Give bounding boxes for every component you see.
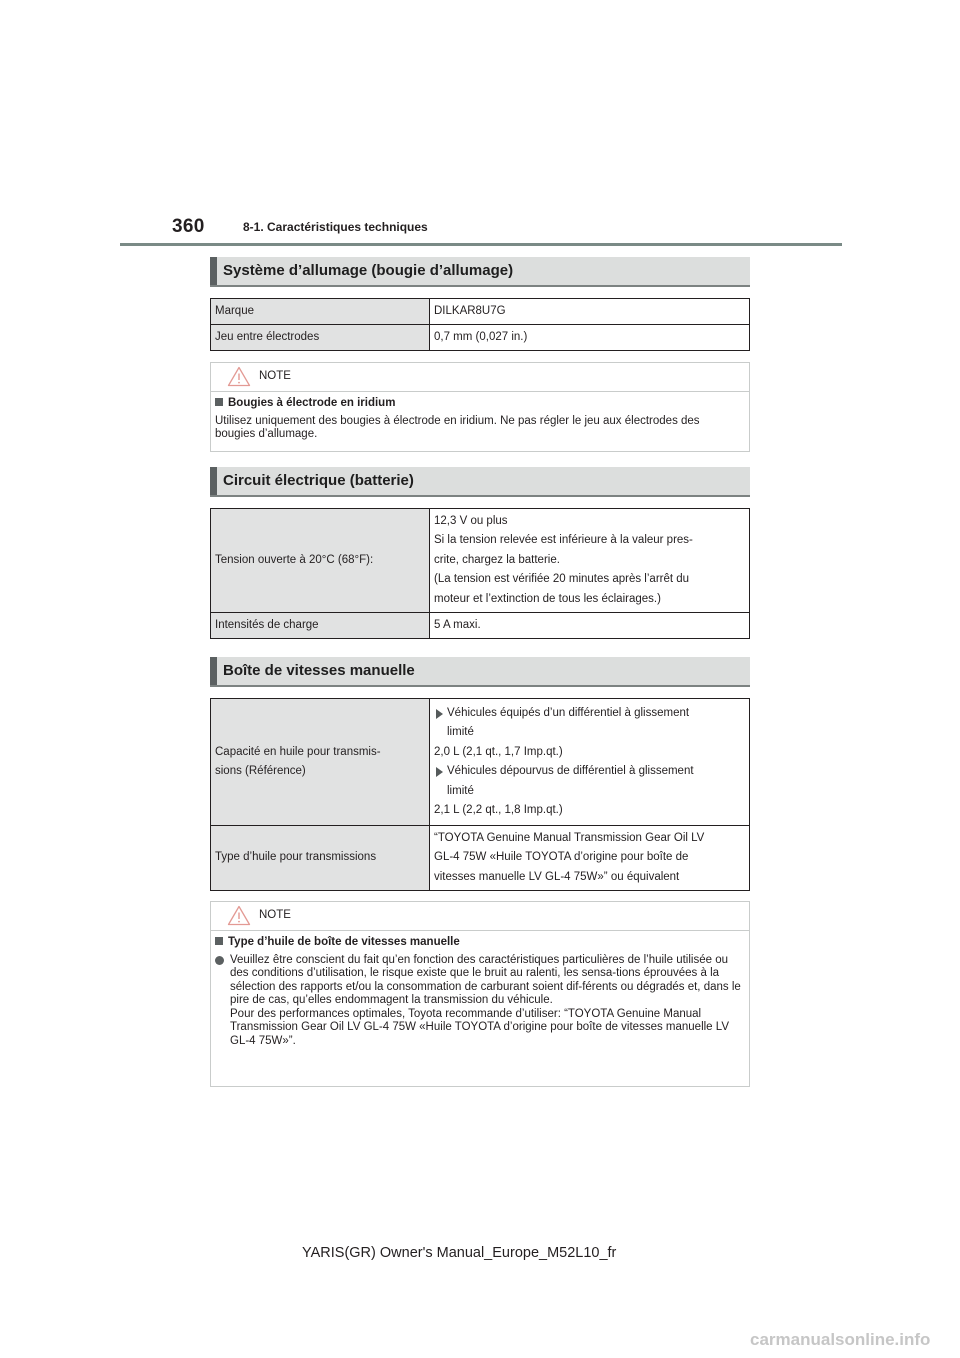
spec-key: Jeu entre électrodes [211,325,430,351]
capacity-value: 2,0 L (2,1 qt., 1,7 Imp.qt.) [434,745,563,758]
spec-value: 0,7 mm (0,027 in.) [430,325,750,351]
note-subtitle-text: Bougies à électrode en iridium [228,397,396,409]
value-line: moteur et l’extinction de tous les éclairages.) [434,592,661,605]
warning-triangle-icon [227,366,251,387]
ignition-spec-table [210,298,750,351]
note-subtitle [215,936,743,950]
section-heading-battery [210,467,750,497]
condition-item [434,704,745,743]
spec-key: Marque [211,299,430,325]
spec-value [430,826,750,891]
condition-line: limité [447,784,474,797]
condition-line: Véhicules équipés d’un différentiel à glissement [447,706,690,719]
value-line: GL-4 75W «Huile TOYOTA d’origine pour boîte de [434,851,689,864]
note-text: Utilisez uniquement des bougies à électrode en iridium. Ne pas régler le jeu aux électrodes des bougies d’allumage. [215,414,700,440]
condition-line: Véhicules dépourvus de différentiel à glissement [447,765,694,777]
manual-id-footer: YARIS(GR) Owner's Manual_Europe_M52L10_fr [302,1245,617,1261]
spec-value: DILKAR8U7G [430,299,750,325]
condition-item [434,762,745,801]
spec-key: Type d’huile pour transmissions [211,826,430,891]
note-paragraph: Pour des performances optimales, Toyota recommande d’utiliser: “TOYOTA Genuine Manual Transmission Gear Oil LV GL-4 75W «Huile TOYOTA d’origine pour boîte de vitesses manuelle LV GL-4 75W»”. [230,1007,729,1047]
warning-triangle-icon [227,905,251,926]
battery-spec-table [210,508,750,639]
key-line: Capacité en huile pour transmis- [215,745,381,758]
condition-line: limité [447,726,474,738]
note-body [211,392,749,448]
note-box-iridium [210,362,750,452]
table-row [211,826,750,891]
capacity-value: 2,1 L (2,2 qt., 1,8 Imp.qt.) [434,804,563,816]
table-row [211,613,750,639]
arrow-right-icon [436,767,443,777]
square-bullet-icon [215,398,223,406]
heading-bar [210,657,217,685]
spec-key: Intensités de charge [211,613,430,639]
note-header [211,902,749,931]
arrow-right-icon [436,709,443,719]
header-divider [120,243,842,246]
note-subtitle-text: Type d’huile de boîte de vitesses manuelle [228,936,460,948]
section-heading-ignition [210,257,750,287]
note-body [211,931,749,1054]
note-bullet [215,954,743,1049]
value-line: crite, chargez la batterie. [434,553,560,566]
table-row [211,299,750,325]
value-line: Si la tension relevée est inférieure à la valeur pres- [434,534,693,547]
note-subtitle [215,397,743,411]
section-title: Système d’allumage (bougie d’allumage) [223,262,514,279]
note-label: NOTE [259,370,291,382]
section-title: Boîte de vitesses manuelle [223,662,415,679]
table-row [211,699,750,826]
value-line: “TOYOTA Genuine Manual Transmission Gear Oil LV [434,831,705,844]
section-heading-transmission [210,657,750,687]
key-line: sions (Référence) [215,765,306,777]
note-paragraph: Veuillez être conscient du fait qu’en fonction des caractéristiques particulières de l’huile utilisée ou des conditions d’utilisation, le risque existe que le bruit au ralenti, les sensa-tions éprouvées à la sélection des rapports et/ou la consommation de carburant soient dif-férents ou dégradés et, dans le pire de cas, qu’elles endommagent la transmission du véhicule. [230,953,741,1006]
note-box-gear-oil [210,901,750,1087]
value-line: (La tension est vérifiée 20 minutes après l’arrêt du [434,573,690,586]
site-watermark: carmanualsonline.info [750,1330,931,1349]
value-line: 12,3 V ou plus [434,514,508,527]
chapter-title: 8-1. Caractéristiques techniques [243,220,428,234]
section-title: Circuit électrique (batterie) [223,472,414,489]
value-line: vitesses manuelle LV GL-4 75W»” ou équivalent [434,870,680,883]
note-label: NOTE [259,909,291,921]
heading-bar [210,467,217,495]
page-number: 360 [172,216,205,237]
heading-bar [210,257,217,285]
spec-key: Tension ouverte à 20°C (68°F): [211,509,430,613]
square-bullet-icon [215,937,223,945]
spec-key [211,699,430,826]
spec-value: 5 A maxi. [430,613,750,639]
table-row [211,325,750,351]
transmission-spec-table [210,698,750,891]
spec-value [430,699,750,826]
circle-bullet-icon [215,956,224,965]
table-row [211,509,750,613]
note-header [211,363,749,392]
spec-value [430,509,750,613]
